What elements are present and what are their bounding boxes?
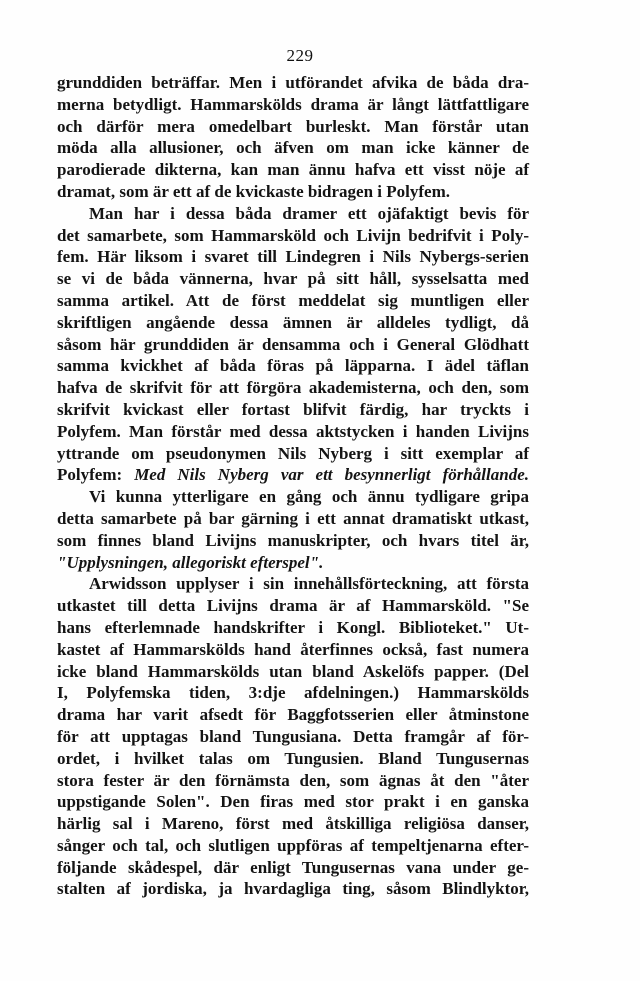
text-line bbox=[57, 486, 529, 508]
text-line-content: samma artikel. Att de först meddelat sig muntligen eller bbox=[57, 290, 529, 310]
text-line bbox=[57, 639, 529, 661]
text-line bbox=[57, 312, 529, 334]
text-line-content: härlig sal i Mareno, först med åtskilliga religiösa danser, bbox=[57, 814, 529, 834]
text-line-content: yttrande om pseudonymen Nils Nyberg i sitt exemplar af bbox=[57, 443, 529, 463]
text-line-content: Polyfem. Man förstår med dessa aktstycken i handen Livijns bbox=[57, 421, 529, 441]
text-line bbox=[57, 617, 529, 639]
text-line bbox=[57, 682, 529, 704]
text-line-content: Man har i dessa båda dramer ett ojäfaktigt bevis för bbox=[89, 203, 529, 223]
text-line bbox=[57, 530, 529, 552]
text-line-content: möda alla allusioner, och äfven om man icke känner de bbox=[57, 138, 529, 158]
text-line bbox=[57, 661, 529, 683]
text-line bbox=[57, 813, 529, 835]
text-line bbox=[57, 334, 529, 356]
text-line-content: skrifvit kvickast eller fortast blifvit färdig, har tryckts i bbox=[57, 399, 529, 419]
text-line-content: I, Polyfemska tiden, 3:dje afdelningen.) Hammarskölds bbox=[57, 683, 529, 703]
text-line-content: sånger och tal, och slutligen uppföras af tempeltjenarna efter- bbox=[57, 835, 529, 855]
text-line-content: stora fester är den förnämsta den, som ägnas åt den "åter bbox=[57, 770, 529, 790]
text-line-content: och därför mera omedelbart burleskt. Man förstår utan bbox=[57, 116, 529, 136]
text-line bbox=[57, 246, 529, 268]
text-line-content: samma kvickhet af båda föras på läpparna. I ädel täflan bbox=[57, 356, 529, 376]
text-line bbox=[57, 355, 529, 377]
text-line bbox=[57, 268, 529, 290]
text-line-content: detta samarbete på bar gärning i ett annat dramatiskt utkast, bbox=[57, 508, 529, 528]
text-line-content: det samarbete, som Hammarsköld och Livijn bedrifvit i Poly- bbox=[57, 225, 529, 245]
text-line bbox=[57, 181, 529, 203]
text-line bbox=[57, 878, 529, 900]
text-line bbox=[57, 552, 529, 574]
text-line-content: icke bland Hammarskölds utan bland Askelöfs papper. (Del bbox=[57, 661, 529, 681]
italic-text: Med Nils Nyberg var ett besynnerligt förhållande. bbox=[134, 465, 529, 485]
text-line-content: parodierade dikterna, kan man ännu hafva ett visst nöje af bbox=[57, 160, 529, 180]
text-line-content: dramat, som är ett af de kvickaste bidragen i Polyfem. bbox=[57, 181, 450, 201]
text-line bbox=[57, 857, 529, 879]
text-line bbox=[57, 573, 529, 595]
text-line bbox=[57, 791, 529, 813]
text-line bbox=[57, 94, 529, 116]
text-line-content: hafva de skrifvit för att förgöra akademisterna, och den, som bbox=[57, 378, 529, 398]
text-line-content: för att upptagas bland Tungusiana. Detta framgår af för- bbox=[57, 726, 529, 746]
text-line bbox=[57, 290, 529, 312]
page-number: 229 bbox=[286, 46, 314, 65]
italic-text: "Upplysningen, allegoriskt efterspel". bbox=[57, 552, 324, 572]
text-line-content: ordet, i hvilket talas om Tungusien. Bland Tungusernas bbox=[57, 748, 529, 768]
text-line-content: stalten af jordiska, ja hvardagliga ting, såsom Blindlyktor, bbox=[57, 879, 529, 899]
text-line bbox=[57, 464, 529, 486]
text-line-content: grunddiden beträffar. Men i utförandet afvika de båda dra- bbox=[57, 73, 529, 92]
text-line bbox=[57, 399, 529, 421]
text-line bbox=[57, 748, 529, 770]
text-line bbox=[57, 159, 529, 181]
text-line-content: följande skådespel, där enligt Tungusernas vana under ge- bbox=[57, 857, 529, 877]
text-line bbox=[57, 835, 529, 857]
text-line-content: skriftligen angående dessa ämnen är alldeles tydligt, då bbox=[57, 312, 529, 332]
text-line bbox=[57, 377, 529, 399]
text-line-content: såsom här grunddiden är densamma och i General Glödhatt bbox=[57, 334, 529, 354]
text-line-content: Vi kunna ytterligare en gång och ännu tydligare gripa bbox=[89, 487, 529, 507]
body-text bbox=[57, 72, 529, 900]
text-line bbox=[57, 421, 529, 443]
text-line-content: kastet af Hammarskölds hand återfinnes också, fast numera bbox=[57, 639, 529, 659]
text-line-content: drama har varit afsedt för Baggfotsserien eller åtminstone bbox=[57, 705, 529, 725]
text-line-content: Polyfem: bbox=[57, 465, 135, 485]
text-line-content: fem. Här liksom i svaret till Lindegren i Nils Nybergs-serien bbox=[57, 247, 529, 267]
text-line bbox=[57, 72, 529, 94]
text-line-content: hans efterlemnade handskrifter i Kongl. Biblioteket." Ut- bbox=[57, 617, 529, 637]
text-line bbox=[57, 443, 529, 465]
text-line bbox=[57, 508, 529, 530]
text-line bbox=[57, 704, 529, 726]
text-line-content: Arwidsson upplyser i sin innehållsförteckning, att första bbox=[89, 574, 529, 594]
text-line bbox=[57, 595, 529, 617]
text-line-content: uppstigande Solen". Den firas med stor prakt i en ganska bbox=[57, 792, 529, 812]
text-line bbox=[57, 116, 529, 138]
text-line-content: som finnes bland Livijns manuskripter, och hvars titel är, bbox=[57, 530, 529, 550]
text-line bbox=[57, 726, 529, 748]
text-line bbox=[57, 137, 529, 159]
text-line bbox=[57, 770, 529, 792]
text-line bbox=[57, 225, 529, 247]
text-line-content: utkastet till detta Livijns drama är af Hammarsköld. "Se bbox=[57, 596, 529, 616]
text-line-content: merna betydligt. Hammarskölds drama är långt lättfattligare bbox=[57, 94, 529, 114]
text-line-content: se vi de båda vännerna, hvar på sitt håll, sysselsatta med bbox=[57, 269, 529, 289]
text-line bbox=[57, 203, 529, 225]
